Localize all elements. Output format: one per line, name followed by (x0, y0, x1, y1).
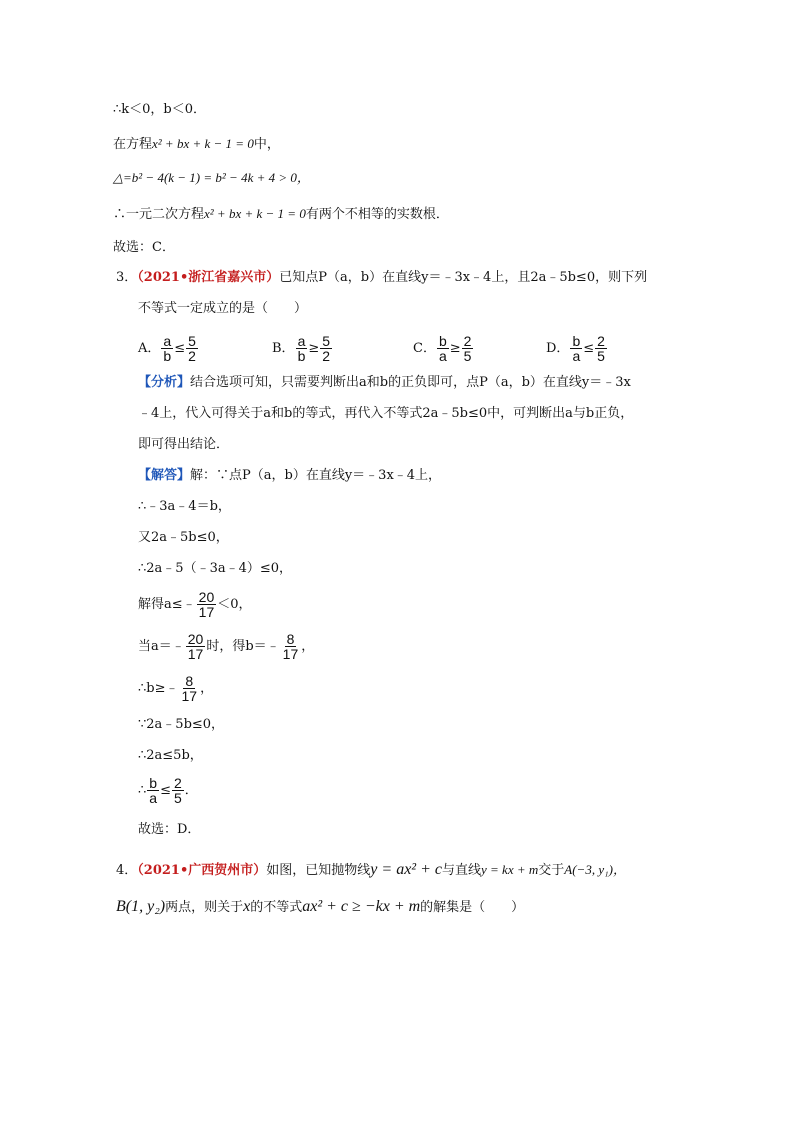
fraction: $\frac{2}{5}$ (463, 333, 472, 364)
solution-line3: 又2a﹣5b≤0， (138, 530, 229, 545)
relation: ≥ (449, 341, 461, 356)
option-label: B． (272, 341, 295, 356)
relation: ≤ (583, 341, 595, 356)
line-k-b-negative: ∴k＜0，b＜0． (113, 102, 207, 117)
line-discriminant: △=b² − 4(k − 1) = b² − 4k + 4 > 0， (113, 170, 310, 185)
text: 时，得b＝﹣ (206, 639, 280, 654)
text: ∴b≥﹣ (138, 681, 179, 696)
text: ＜0， (217, 597, 252, 612)
point-b: B(1, y₂) (116, 898, 166, 915)
variable-x: x (243, 898, 251, 915)
fraction: $\frac{2}{5}$ (173, 775, 182, 806)
fraction: $\frac{a}{b}$ (163, 333, 172, 364)
equation: x² + bx + k − 1 = 0 (204, 206, 306, 221)
relation: ≤ (160, 783, 171, 798)
relation: ≥ (308, 341, 320, 356)
text: ∴ (138, 783, 147, 798)
text: 两点，则关于 (165, 900, 244, 915)
text: ， (200, 681, 214, 696)
parabola-equation: y = ax² + c (370, 861, 442, 878)
option-b[interactable] (272, 332, 333, 366)
question-text: 已知点P（a，b）在直线y＝﹣3x﹣4上，且2a﹣5b≤0，则下列 (279, 270, 648, 285)
question-4-line2 (116, 897, 524, 918)
equation: x² + bx + k − 1 = 0 (152, 136, 254, 151)
solution-line5 (138, 588, 252, 622)
solution-line7 (138, 672, 213, 706)
fraction: $\frac{2}{5}$ (597, 333, 605, 364)
fraction: $\frac{20}{17}$ (187, 631, 204, 662)
text: ∴一元二次方程 (113, 207, 205, 222)
line-two-roots (113, 204, 449, 225)
solution-line1 (138, 466, 441, 486)
text: 的解集是（ ） (420, 900, 525, 915)
text: 解得a≤﹣ (138, 597, 196, 612)
inequality: ax² + c ≥ −kx + m (302, 898, 421, 915)
text: 交于 (538, 863, 565, 878)
question-3-line2: 不等式一定成立的是（ ） (138, 301, 308, 316)
solution-tag: 【解答】 (138, 468, 191, 483)
solution-line10 (138, 774, 198, 808)
relation: ≤ (174, 341, 186, 356)
question-4-line1 (116, 860, 626, 881)
text: 有两个不相等的实数根． (305, 207, 449, 222)
text: ， (301, 639, 315, 654)
text: 在方程 (113, 137, 153, 152)
solution-line4: ∴2a﹣5（﹣3a﹣4）≤0， (138, 561, 293, 576)
point-a: A(−3, y₁)， (564, 862, 626, 877)
solution-line9: ∴2a≤5b， (138, 748, 203, 763)
option-a[interactable] (138, 332, 199, 366)
analysis-line1 (138, 373, 631, 393)
analysis-line2: ﹣4上，代入可得关于a和b的等式，再代入不等式2a﹣5b≤0中，可判断出a与b正负， (138, 406, 634, 421)
text: 的不等式 (250, 900, 303, 915)
fraction: $\frac{b}{a}$ (149, 775, 158, 806)
line-equation: y = kx + m (481, 862, 539, 877)
text: 中， (253, 137, 280, 152)
option-d[interactable] (546, 332, 608, 366)
solution-line2: ∴﹣3a﹣4＝b， (138, 499, 231, 514)
fraction: $\frac{5}{2}$ (322, 333, 331, 364)
source-tag: （2021•浙江省嘉兴市） (137, 270, 280, 285)
option-label: D． (546, 341, 570, 356)
analysis-line3: 即可得出结论． (138, 437, 230, 452)
line-answer-c: 故选：C． (113, 240, 175, 255)
question-number: 3． (116, 270, 138, 285)
solution-line11: 故选：D． (138, 822, 201, 837)
text: 解：∵点P（a，b）在直线y＝﹣3x﹣4上， (190, 468, 442, 483)
line-equation-intro (113, 134, 280, 155)
question-number: 4． (116, 863, 138, 878)
fraction: $\frac{20}{17}$ (198, 589, 215, 620)
source-tag: （2021•广西贺州市） (137, 863, 267, 878)
option-c[interactable] (413, 332, 474, 366)
text: 当a＝﹣ (138, 639, 185, 654)
option-label: A． (138, 341, 161, 356)
fraction: $\frac{5}{2}$ (188, 333, 196, 364)
fraction: $\frac{a}{b}$ (297, 333, 306, 364)
solution-line8: ∵2a﹣5b≤0， (138, 717, 225, 732)
analysis-tag: 【分析】 (138, 375, 191, 390)
text: 结合选项可知，只需要判断出a和b的正负即可，点P（a，b）在直线y＝﹣3x (190, 375, 631, 390)
text: ． (184, 783, 198, 798)
fraction: $\frac{b}{a}$ (572, 333, 581, 364)
fraction: $\frac{b}{a}$ (438, 333, 447, 364)
text: 如图，已知抛物线 (266, 863, 371, 878)
solution-line6 (138, 630, 314, 664)
option-label: C． (413, 341, 436, 356)
fraction: $\frac{8}{17}$ (181, 673, 198, 704)
fraction: $\frac{8}{17}$ (282, 631, 299, 662)
text: 与直线 (442, 863, 482, 878)
question-3-line1 (116, 268, 647, 288)
